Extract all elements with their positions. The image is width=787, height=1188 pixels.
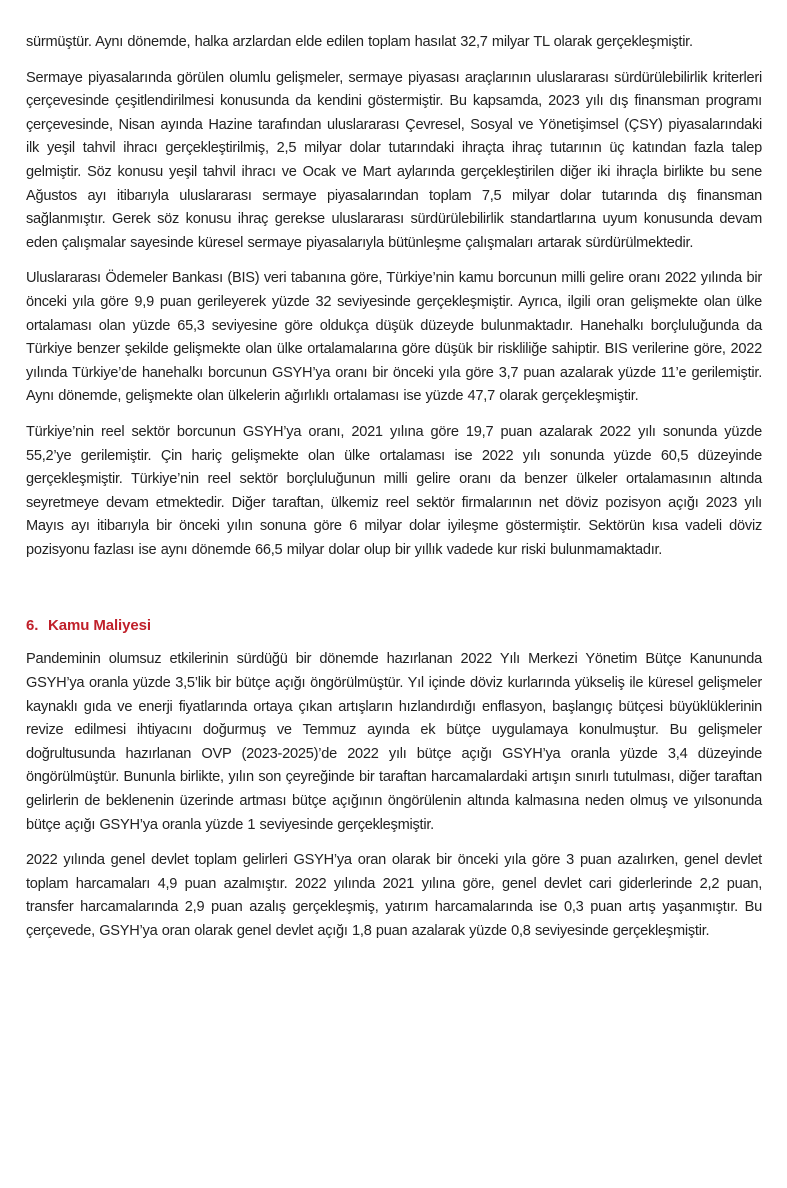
- paragraph-capital-markets-green-bond: Sermaye piyasalarında görülen olumlu gelişmeler, sermaye piyasası araçlarının uluslararası sürdürülebilirlik kriterleri çerçevesinde çeşitlendirilmesi konusunda da kendini göstermiştir. Bu kapsamda, 2023 yılı dış finansman programı çerçevesinde, Nisan ayında Hazine tarafından uluslararası Çevresel, Sosyal ve Yönetişimsel (ÇSY) piyasalarındaki ilk yeşil tahvil ihracı gerçekleştirilmiş, 2,5 milyar dolar tutarındaki ihraçta ihraç tutarının üç katından fazla talep gelmiştir. Söz konusu yeşil tahvil ihracı ve Ocak ve Mart aylarında gerçekleştirilen diğer iki ihraçla birlikte bu sene Ağustos ayı itibarıyla uluslararası sermaye piyasalarından toplam 7,5 milyar dolar tutarında dış finansman sağlanmıştır. Gerek söz konusu ihraç gerekse uluslararası sürdürülebilirlik standartlarına uyum konusunda devam eden çalışmalar sayesinde küresel sermaye piyasalarıyla bütünleşme çalışmaları artarak sürdürülmektedir.: [26, 69, 762, 251]
- paragraph-general-government: 2022 yılında genel devlet toplam gelirleri GSYH’ya oran olarak bir önceki yıla göre 3 puan azalırken, genel devlet toplam harcamaları 4,9 puan azalmıştır. 2022 yılında 2021 yılına göre, genel devlet cari giderlerinde 2,2 puan, transfer harcamalarında 2,9 puan azalış gerçekleşmiş, yatırım harcamalarında ise 0,3 puan artış yaşanmıştır. Bu çerçevede, GSYH’ya oran olarak genel devlet açığı 1,8 puan azalarak yüzde 0,8 seviyesinde gerçekleşmiştir.: [26, 852, 762, 939]
- section-heading-public-finance: [26, 615, 762, 637]
- paragraph-ipo-proceeds: sürmüştür. Aynı dönemde, halka arzlardan elde edilen toplam hasılat 32,7 milyar TL olarak gerçekleşmiştir.: [26, 34, 693, 50]
- section-number: 6.: [26, 617, 39, 635]
- paragraph-real-sector-debt: Türkiye’nin reel sektör borcunun GSYH’ya oranı, 2021 yılına göre 19,7 puan azalarak 2022 yılı sonunda yüzde 55,2’ye gerilemiştir. Çin hariç gelişmekte olan ülke ortalaması ise 2022 yılı sonunda yüzde 60,5 düzeyinde gerçekleşmiştir. Türkiye’nin reel sektör borçluluğunun milli gelire oranı da benzer ülkeler ortalamasının altında seyretmeye devam etmektedir. Diğer taraftan, ülkemiz reel sektör firmalarının net döviz pozisyon açığı 2023 yılı Mayıs ayı itibarıyla bir önceki yılın sonuna göre 6 milyar dolar iyileşme göstermiştir. Sektörün kısa vadeli döviz pozisyonu fazlası ise aynı dönemde 66,5 milyar dolar olup bir yıllık vadede kur riski bulunmamaktadır.: [26, 423, 762, 558]
- document-page: [26, 31, 762, 944]
- section-title: Kamu Maliyesi: [48, 617, 151, 635]
- paragraph-budget-deficit: Pandeminin olumsuz etkilerinin sürdüğü bir dönemde hazırlanan 2022 Yılı Merkezi Yönetim Bütçe Kanununda GSYH’ya oranla yüzde 3,5’lik bir bütçe açığı öngörülmüştür. Yıl içinde döviz kurlarında yükseliş ile küresel gelişmeler kaynaklı gıda ve enerji fiyatlarında ortaya çıkan artışların hızlandırdığı enflasyon, başlangıç bütçesi büyüklüklerinin revize edilmesi ihtiyacını doğurmuş ve Temmuz ayında ek bütçe uygulamaya konulmuştur. Bu gelişmeler doğrultusunda hazırlanan OVP (2023-2025)’de 2022 yılı bütçe açığı GSYH’ya oranla yüzde 3,4 düzeyinde öngörülmüştür. Bununla birlikte, yılın son çeyreğinde bir taraftan harcamalardaki artışın sınırlı tutulması, diğer taraftan gelirlerin de beklenenin üzerinde artması bütçe açığının öngörülenin altında kalmasına neden olmuş ve yılsonunda bütçe açığı GSYH’ya oranla yüzde 1 seviyesinde gerçekleşmiştir.: [26, 651, 762, 833]
- paragraph-bis-public-household-debt: Uluslararası Ödemeler Bankası (BIS) veri tabanına göre, Türkiye’nin kamu borcunun milli gelire oranı 2022 yılında bir önceki yıla göre 9,9 puan gerileyerek yüzde 32 seviyesinde gerçekleşmiştir. Ayrıca, ilgili oran gelişmekte olan ülke ortalaması olan yüzde 65,3 seviyesine göre oldukça düşük düzeyde bulunmaktadır. Hanehalkı borçluluğunda da Türkiye benzer şekilde gelişmekte olan ülke ortalamalarına göre düşük bir riskliliğe sahiptir. BIS verilerine göre, 2022 yılında Türkiye’de hanehalkı borcunun GSYH’ya oranı bir önceki yıla göre 3,7 puan azalarak yüzde 11’e gerilemiştir. Aynı dönemde, gelişmekte olan ülkelerin ağırlıklı ortalaması ise yüzde 47,7 olarak gerçekleşmiştir.: [26, 270, 762, 405]
